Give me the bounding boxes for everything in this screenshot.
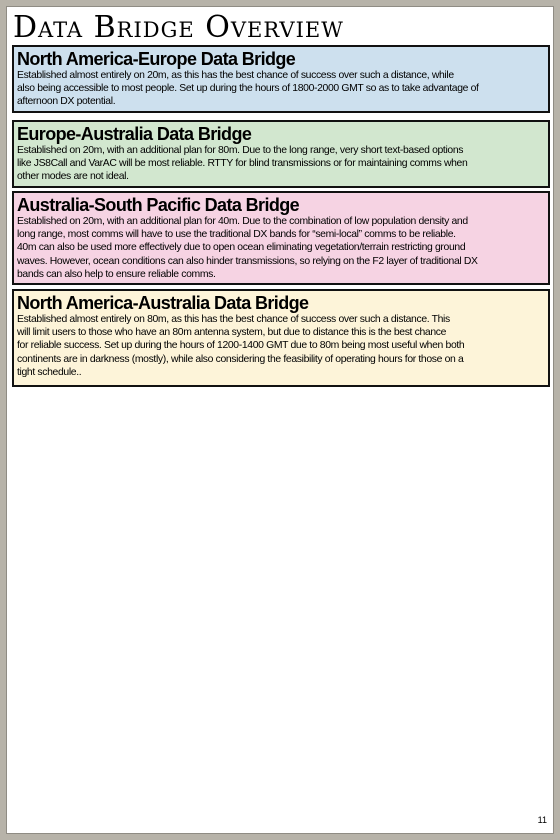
body-line: also being accessible to most people. Set up during the hours of 1800-2000 GMT so as to take advantage of (17, 83, 479, 95)
body-line: 40m can also be used more effectively due to open ocean eliminating vegetation/terrain restricting ground (17, 242, 466, 254)
body-line: tight schedule.. (17, 366, 82, 378)
body-line: Established on 20m, with an additional plan for 80m. Due to the long range, very short text-based options (17, 145, 464, 156)
section-heading: North America-Europe Data Bridge (17, 49, 296, 69)
body-line: for reliable success. Set up during the hours of 1200-1400 GMT due to 80m being most useful when both (17, 340, 465, 352)
body-line: bands can also help to ensure reliable comms. (17, 268, 216, 280)
section-heading: North America-Australia Data Bridge (17, 293, 309, 313)
body-line: waves. However, ocean conditions can also hinder transmissions, so relying on the F2 layer of traditional DX (17, 255, 478, 267)
page-number: 11 (537, 815, 547, 825)
body-line: Established on 20m, with an additional plan for 40m. Due to the combination of low population density and (17, 216, 468, 227)
section-north-america-europe (12, 45, 550, 113)
document-page (6, 6, 554, 834)
body-line: Established almost entirely on 20m, as this has the best chance of success over such a distance, while (17, 70, 454, 81)
body-line: other modes are not ideal. (17, 171, 129, 183)
section-body (17, 144, 545, 184)
body-line: like JS8Call and VarAC will be most reliable. RTTY for blind transmissions or for maintaining comms when (17, 158, 468, 170)
section-heading: Australia-South Pacific Data Bridge (17, 195, 300, 215)
body-line: afternoon DX potential. (17, 96, 116, 108)
section-body (17, 69, 545, 109)
body-line: Established almost entirely on 80m, as this has the best chance of success over such a distance. This (17, 314, 450, 325)
section-body (17, 313, 545, 379)
body-line: will limit users to those who have an 80m antenna system, but due to distance this is the best chance (17, 327, 447, 339)
section-body (17, 215, 545, 281)
section-north-america-australia (12, 289, 550, 387)
body-line: long range, most comms will have to use the traditional DX bands for “semi-local” comms to be reliable. (17, 229, 456, 241)
body-line: continents are in darkness (mostly), while also considering the feasibility of operating hours for those on a (17, 353, 464, 365)
section-australia-south-pacific (12, 191, 550, 285)
section-heading: Europe-Australia Data Bridge (17, 124, 252, 144)
section-europe-australia (12, 120, 550, 188)
page-title: Data Bridge Overview (13, 10, 344, 45)
